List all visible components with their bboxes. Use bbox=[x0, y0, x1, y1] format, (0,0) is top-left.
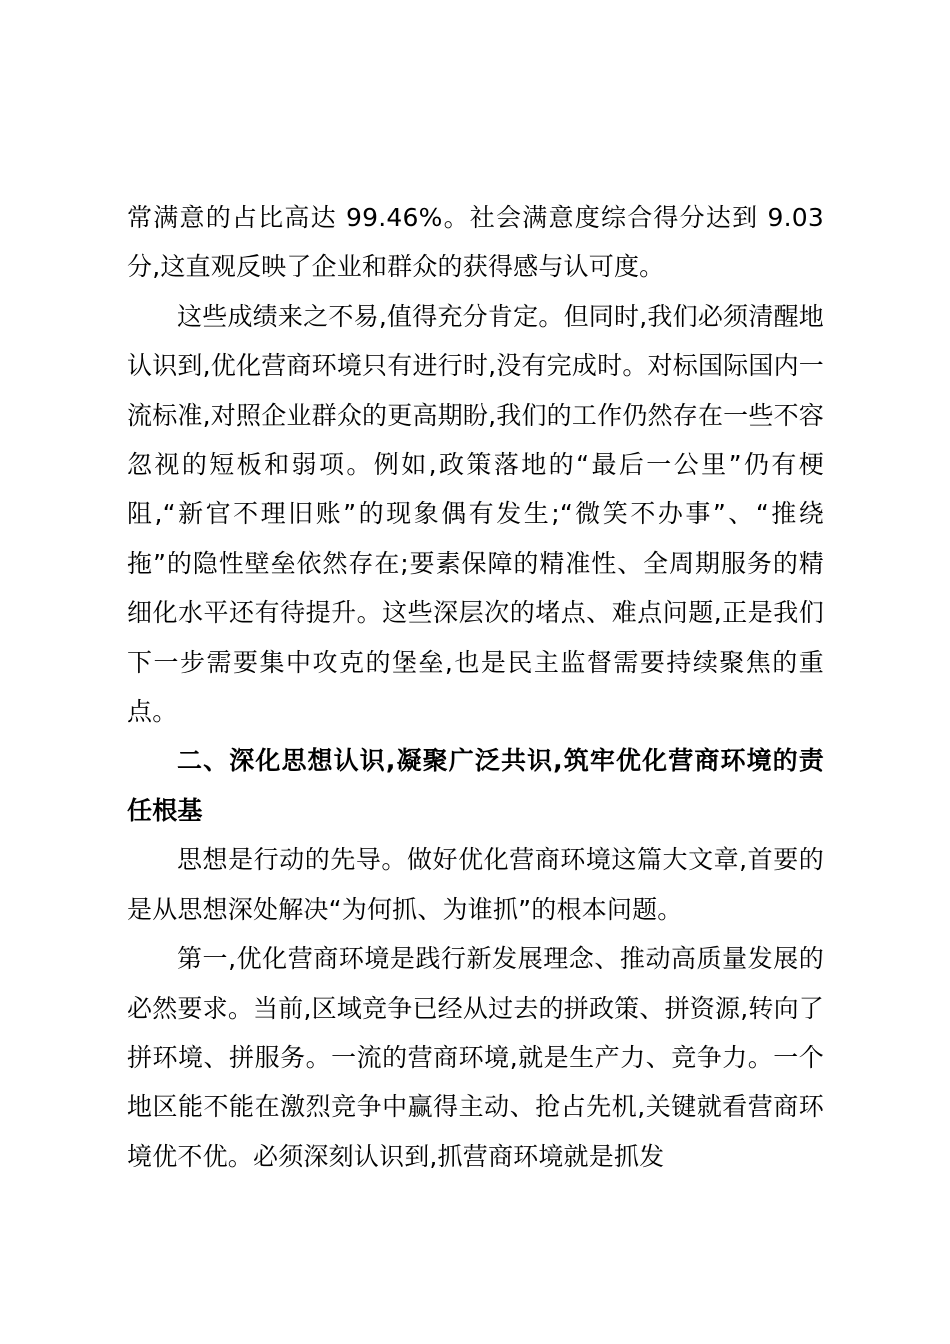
paragraph-thought-guide: 思想是行动的先导。做好优化营商环境这篇大文章,首要的是从思想深处解决“为何抓、为谁抓”的根本问题。 bbox=[127, 845, 824, 924]
paragraph-achievements-shortcomings: 这些成绩来之不易,值得充分肯定。但同时,我们必须清醒地认识到,优化营商环境只有进行时,没有完成时。对标国际国内一流标准,对照企业群众的更高期盼,我们的工作仍然存在一些不容忽视的短板和弱项。例如,政策落地的“最后一公里”仍有梗阻,“新官不理旧账”的现象偶有发生;“微笑不办事”、“推绕拖”的隐性壁垒依然存在;要素保障的精准性、全周期服务的精细化水平还有待提升。这些深层次的堵点、难点问题,正是我们下一步需要集中攻克的堡垒,也是民主监督需要持续聚焦的重点。 bbox=[127, 301, 824, 727]
document-body bbox=[127, 193, 824, 1181]
paragraph-first-point: 第一,优化营商环境是践行新发展理念、推动高质量发展的必然要求。当前,区域竞争已经从过去的拼政策、拼资源,转向了拼环境、拼服务。一流的营商环境,就是生产力、竞争力。一个地区能不能在激烈竞争中赢得主动、抢占先机,关键就看营商环境优不优。必须深刻认识到,抓营商环境就是抓发 bbox=[127, 944, 824, 1171]
paragraph-continuation: 常满意的占比高达 99.46%。社会满意度综合得分达到 9.03分,这直观反映了企业和群众的获得感与认可度。 bbox=[127, 203, 824, 282]
section-heading-two: 二、深化思想认识,凝聚广泛共识,筑牢优化营商环境的责任根基 bbox=[127, 746, 824, 825]
